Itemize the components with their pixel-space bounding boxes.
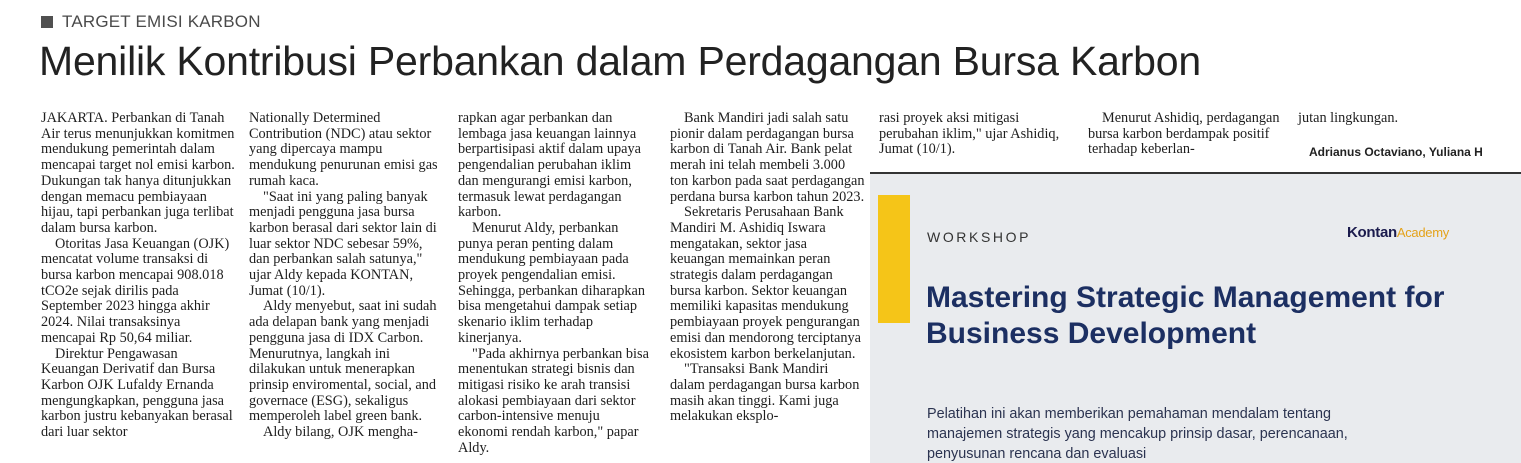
ad-label: WORKSHOP <box>927 229 1032 245</box>
paragraph: jutan lingkungan. <box>1298 110 1399 126</box>
article-column-7 <box>1298 111 1493 127</box>
article-headline: Menilik Kontribusi Perbankan dalam Perdagangan Bursa Karbon <box>39 38 1201 84</box>
logo-brand: Kontan <box>1347 224 1397 241</box>
workshop-advertisement[interactable] <box>870 172 1521 463</box>
section-label: TARGET EMISI KARBON <box>62 12 261 31</box>
ad-title: Mastering Strategic Management for Business Development <box>926 281 1445 350</box>
ad-top-rule <box>870 172 1521 174</box>
paragraph: rasi proyek aksi mitigasi perubahan iklim," ujar Ashidiq, Jumat (10/1). <box>879 110 1060 158</box>
ad-description: Pelatihan ini akan memberikan pemahaman mendalam tentang manajemen strategis yang mencakup prinsip dasar, perencanaan, penyusunan rencana dan evaluasi <box>927 406 1348 462</box>
paragraph: Aldy menyebut, saat ini sudah ada delapan bank yang menjadi pengguna jasa di IDX Carbon. Menurutnya, langkah ini dilakukan untuk menerapkan prinsip enviromental, social, and governace (ESG), sekaligus memperoleh label green bank. <box>249 298 437 425</box>
article-column-5 <box>879 111 1074 158</box>
article-column-3 <box>458 111 653 456</box>
article-column-6 <box>1088 111 1283 158</box>
paragraph: "Saat ini yang paling banyak menjadi pengguna jasa bursa karbon berasal dari sektor lain di luar sektor NDC sebesar 59%, dan perbankan salah satunya," ujar Aldy kepada KONTAN, Jumat (10/1). <box>249 188 437 299</box>
article-column-4 <box>670 111 865 425</box>
paragraph: rapkan agar perbankan dan lembaga jasa keuangan lainnya berpartisipasi aktif dalam upaya pengendalian perubahan iklim dan mengurangi emisi karbon, termasuk lewat perdagangan karbon. <box>458 110 642 221</box>
paragraph: Nationally Determined Contribution (NDC) atau sektor yang dipercaya mampu mendukung penurunan emisi gas rumah kaca. <box>249 110 438 189</box>
article-byline: Adrianus Octaviano, Yuliana H <box>1309 145 1483 159</box>
paragraph: Otoritas Jasa Keuangan (OJK) mencatat volume transaksi di bursa karbon mencapai 908.018 tCO2e sejak dirilis pada September 2023 hingga akhir 2024. Nilai transaksinya mencapai Rp 50,64 miliar. <box>41 235 230 346</box>
kontan-academy-logo <box>1347 224 1449 241</box>
paragraph: "Transaksi Bank Mandiri dalam perdagangan bursa karbon masih akan tinggi. Kami juga melakukan eksplo- <box>670 361 860 425</box>
kicker-square-icon <box>41 16 53 28</box>
paragraph: Menurut Ashidiq, perdagangan bursa karbon berdampak positif terhadap keberlan- <box>1088 110 1280 158</box>
paragraph: Menurut Aldy, perbankan punya peran penting dalam mendukung pembiayaan pada proyek pengendalian emisi. Sehingga, perbankan diharapkan bisa mengetahui dampak setiap skenario iklim terhadap kinerjanya. <box>458 219 645 346</box>
paragraph: JAKARTA. Perbankan di Tanah Air terus menunjukkan komitmen mendukung pemerintah dalam mencapai target nol emisi karbon. Dukungan tak hanya ditunjukkan dengan memacu pembiayaan hijau, tapi perbankan juga terlibat dalam bursa karbon. <box>41 110 235 236</box>
paragraph: "Pada akhirnya perbankan bisa menentukan strategi bisnis dan mitigasi risiko ke arah transisi alokasi pembiayaan dari sektor carbon-intensive menuju ekonomi rendah karbon," papar Aldy. <box>458 345 649 456</box>
ad-accent-bar <box>878 195 910 323</box>
section-kicker <box>41 12 261 32</box>
article-column-2 <box>249 111 444 441</box>
paragraph: Sekretaris Perusahaan Bank Mandiri M. Ashidiq Iswara mengatakan, sektor jasa keuangan memainkan peran strategis dalam perdagangan bursa karbon. Sektor keuangan memiliki kapasitas mendukung pembiayaan proyek pengurangan emisi dan mendorong terciptanya ekosistem karbon berkelanjutan. <box>670 204 861 362</box>
paragraph: Direktur Pengawasan Keuangan Derivatif dan Bursa Karbon OJK Lufaldy Ernanda mengungkapkan, pengguna jasa karbon justru kebanyakan berasal dari luar sektor <box>41 345 233 441</box>
paragraph: Aldy bilang, OJK mengha- <box>263 424 418 441</box>
paragraph: Bank Mandiri jadi salah satu pionir dalam perdagangan bursa karbon di Tanah Air. Bank pelat merah ini telah membeli 3.000 ton karbon pada saat perdagangan perdana bursa karbon tahun 2023. <box>670 110 865 205</box>
logo-suffix: Academy <box>1396 225 1449 240</box>
article-column-1 <box>41 111 236 441</box>
